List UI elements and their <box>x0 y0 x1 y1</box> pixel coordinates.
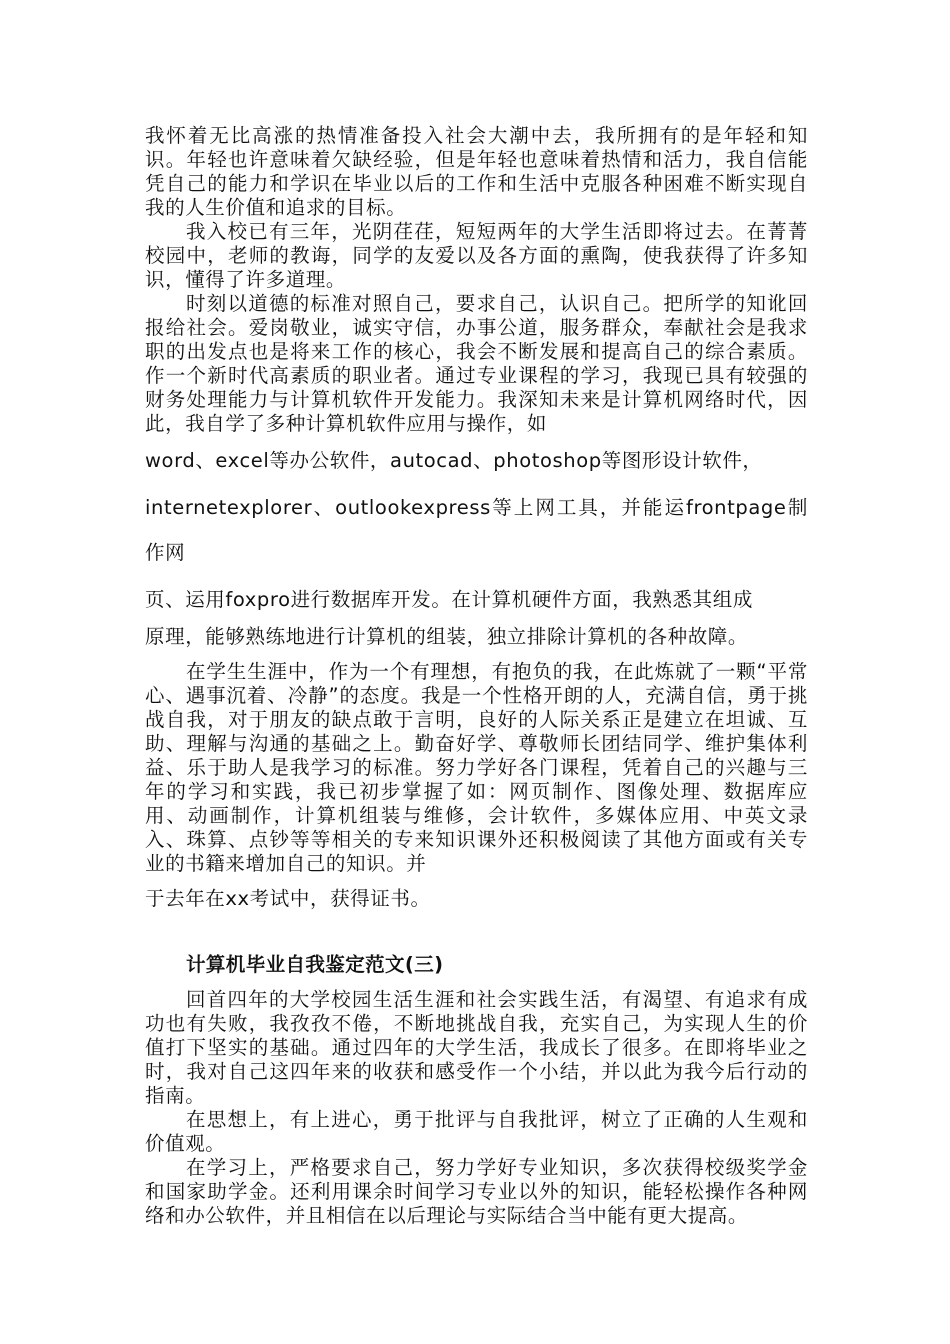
paragraph-review: 回首四年的大学校园生活生涯和社会实践生活，有渴望、有追求有成功也有失败，我孜孜不倦，不断地挑战自我，充实自己，为实现人生的价值打下坚实的基础。通过四年的大学生活，我成长了很多。在即将毕业之时，我对自己这四年来的收获和感受作一个小结，并以此为我今后行动的指南。 <box>145 988 808 1107</box>
document-body <box>145 124 808 1228</box>
paragraph-thought: 在思想上，有上进心，勇于批评与自我批评，树立了正确的人生观和价值观。 <box>145 1108 808 1155</box>
paragraph-morality: 时刻以道德的标准对照自己，要求自己，认识自己。把所学的知讹回报给社会。爱岗敬业，诚实守信，办事公道，服务群众，奉献社会是我求职的出发点也是将来工作的核心，我会不断发展和提高自己的综合素质。作一个新时代高素质的职业者。通过专业课程的学习，我现已具有较强的财务处理能力与计算机软件开发能力。我深知未来是计算机网络时代，因此，我自学了多种计算机软件应用与操作，如 <box>145 292 808 435</box>
section-heading: 计算机毕业自我鉴定范文(三) <box>186 953 444 976</box>
software-line-internet: internetexplorer、outlookexpress等上网工具，并能运frontpage制作网 <box>145 496 808 564</box>
software-line-office: word、excel等办公软件，autocad、photoshop等图形设计软件， <box>145 449 763 472</box>
paragraph-student-life: 在学生生涯中，作为一个有理想，有抱负的我，在此炼就了一颗“平常心、遇事沉着、冷静”的态度。我是一个性格开朗的人，充满自信，勇于挑战自我，对于朋友的缺点敢于言明，良好的人际关系正是建立在坦诚、互助、理解与沟通的基础之上。勤奋好学、尊敬师长团结同学、维护集体利益、乐于助人是我学习的标准。努力学好各门课程，凭着自己的兴趣与三年的学习和实践，我已初步掌握了如：网页制作、图像处理、数据库应用、动画制作，计算机组装与维修，会计软件，多媒体应用、中英文录入、珠算、点钞等等相关的专来知识课外还积极阅读了其他方面或有关专业的书籍来增加自己的知识。并 <box>145 660 808 875</box>
paragraph-school: 我入校已有三年，光阴荏荏，短短两年的大学生活即将过去。在菁菁校园中，老师的教诲，同学的友爱以及各方面的熏陶，使我获得了许多知识，懂得了许多道理。 <box>145 220 808 291</box>
paragraph-study: 在学习上，严格要求自己，努力学好专业知识，多次获得校级奖学金和国家助学金。还利用课余时间学习专业以外的知识，能轻松操作各种网络和办公软件，并且相信在以后理论与实际结合当中能有更大提高。 <box>145 1156 808 1227</box>
hardware-line: 原理，能够熟练地进行计算机的组装，独立排除计算机的各种故障。 <box>145 625 749 648</box>
software-line-database: 页、运用foxpro进行数据库开发。在计算机硬件方面，我熟悉其组成 <box>145 588 753 611</box>
paragraph-intro: 我怀着无比高涨的热情准备投入社会大潮中去，我所拥有的是年轻和知识。年轻也许意味着欠缺经验，但是年轻也意味着热情和活力，我自信能凭自己的能力和学识在毕业以后的工作和生活中克服各种困难不断实现自我的人生价值和追求的目标。 <box>145 124 808 219</box>
certificate-line: 于去年在xx考试中，获得证书。 <box>145 887 431 910</box>
